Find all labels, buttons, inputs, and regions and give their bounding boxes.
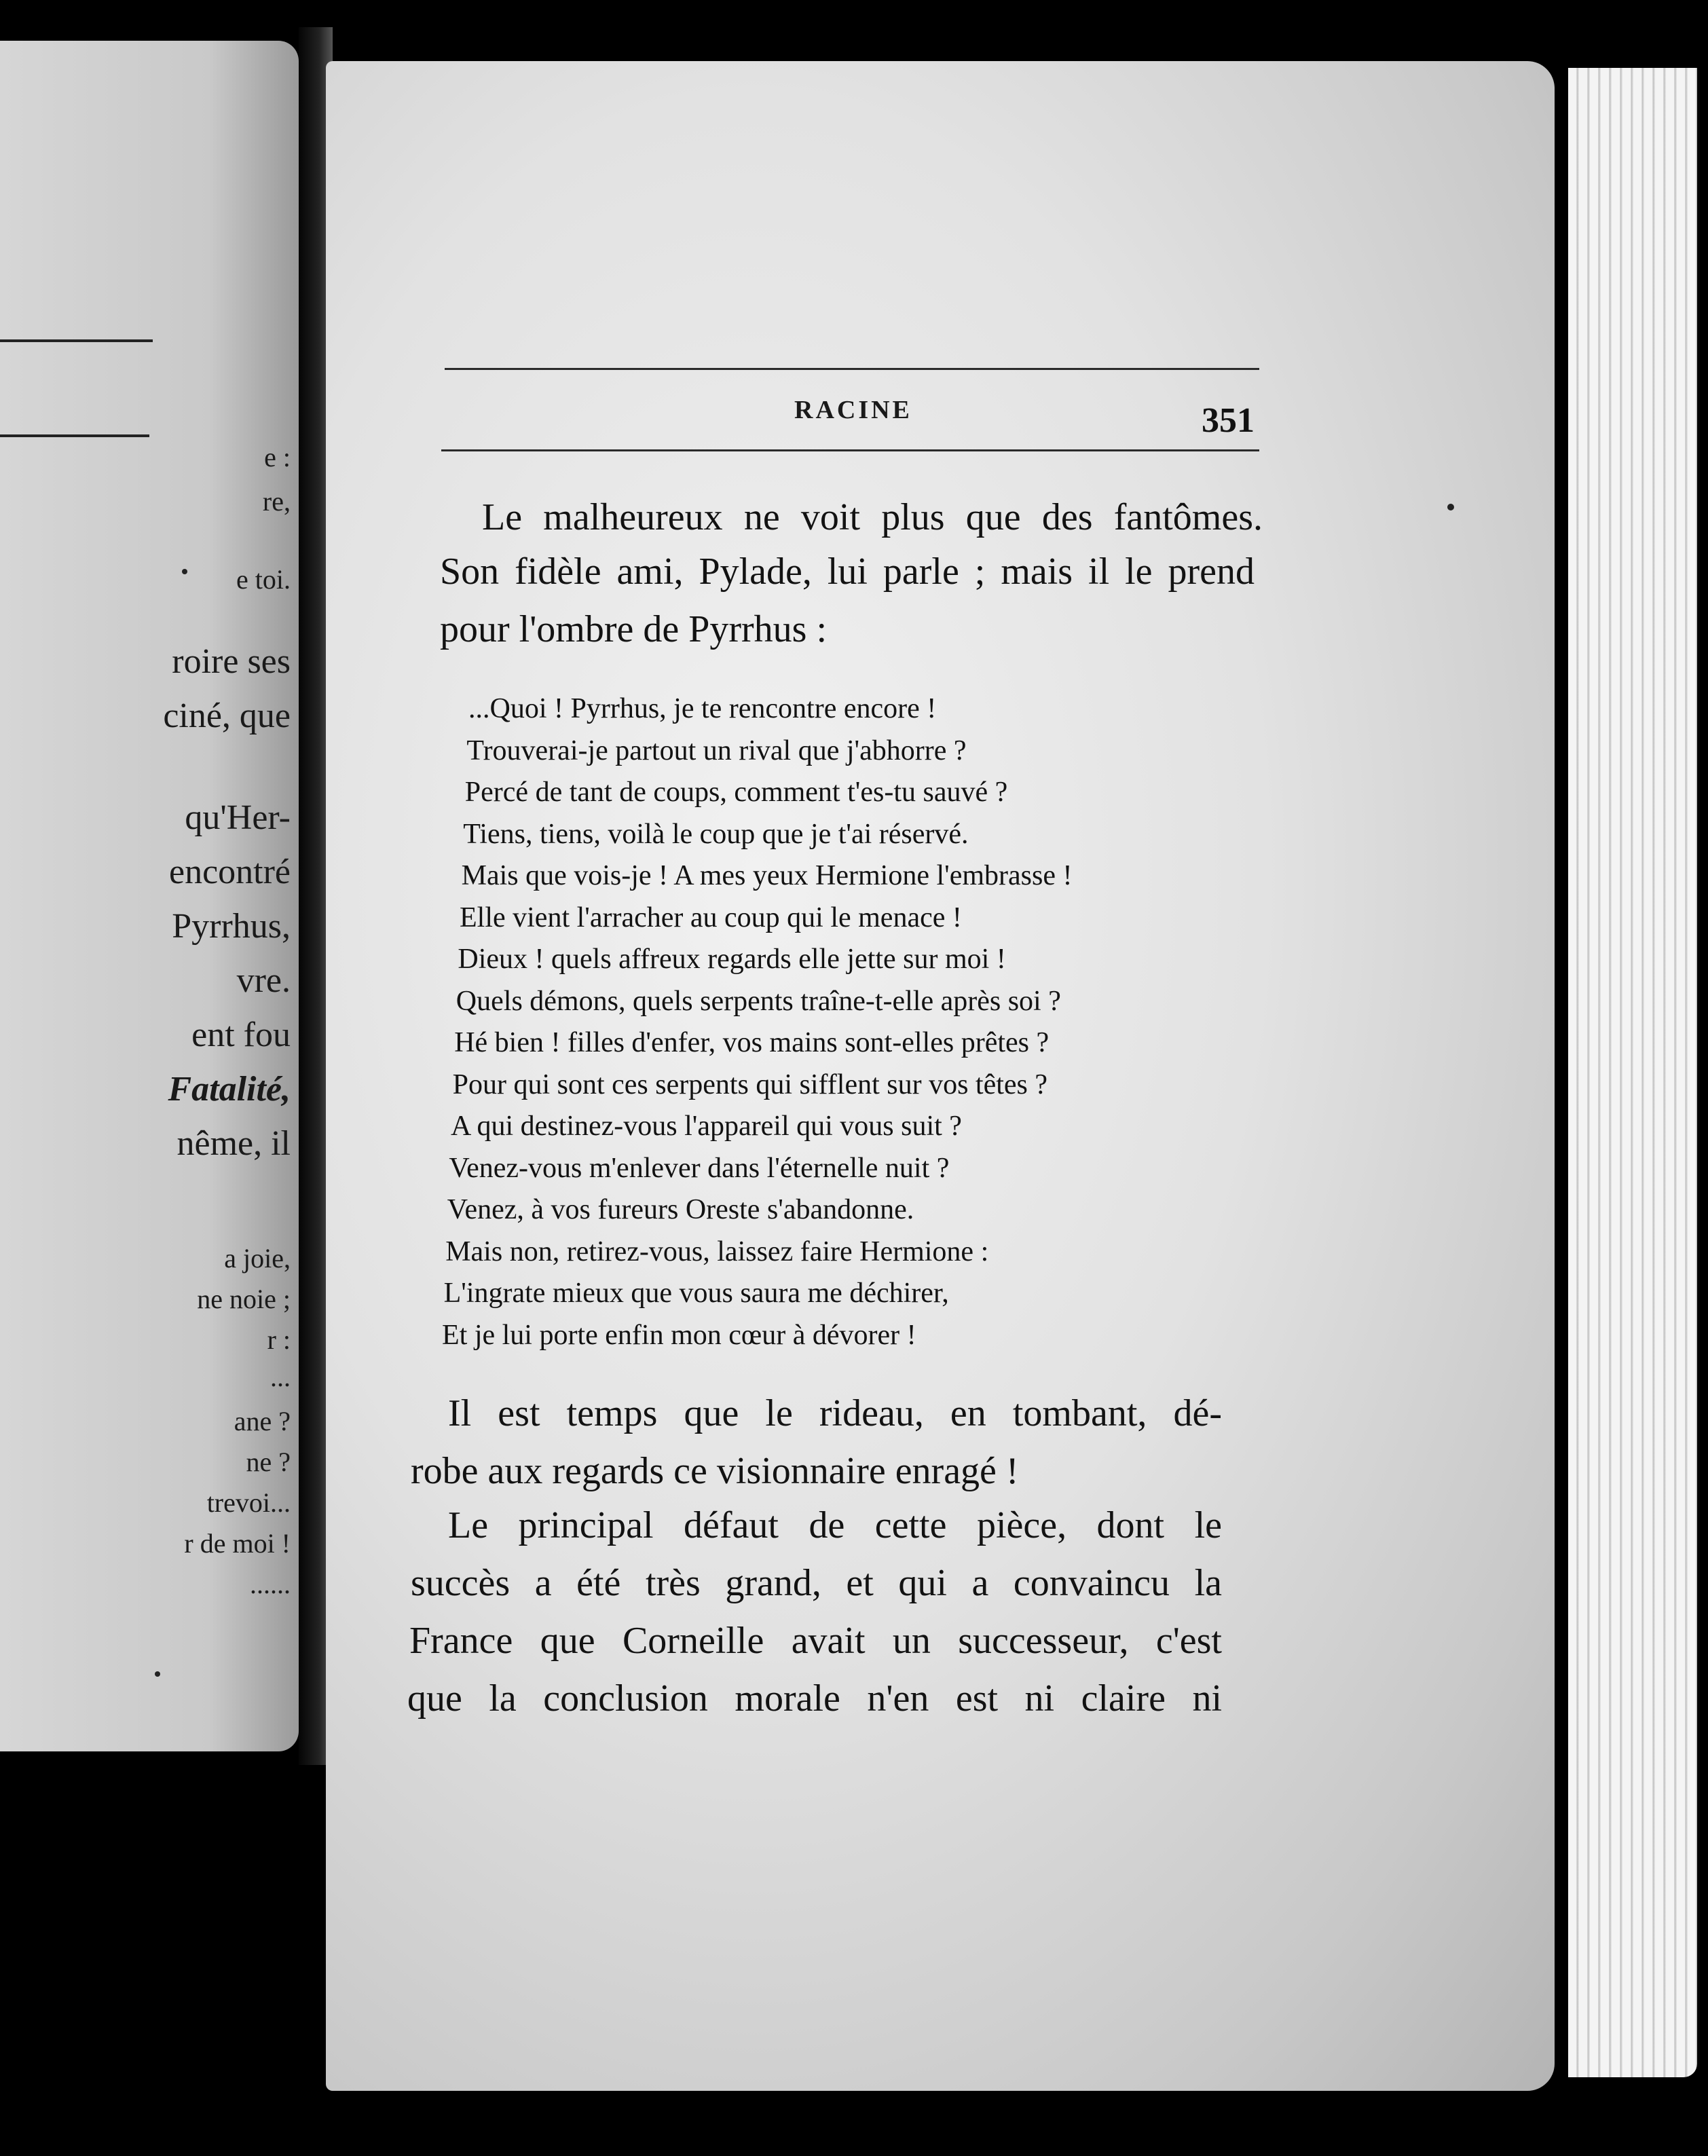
left-page-line: qu'Her- (185, 798, 291, 837)
left-page-line: ...... (250, 1569, 291, 1599)
left-page-line: ne ? (246, 1447, 291, 1477)
left-page-line: roire ses (172, 642, 291, 681)
previous-page (0, 41, 299, 1751)
left-page-line: ne noie ; (197, 1284, 291, 1314)
paragraph-1-line: Le malheureux ne voit plus que des fantômes. (482, 496, 1263, 538)
left-page-rule-top (0, 339, 153, 342)
left-page-line: r de moi ! (184, 1528, 291, 1559)
left-page-line: nême, il (177, 1124, 291, 1163)
verse-line: A qui destinez-vous l'appareil qui vous suit ? (451, 1111, 962, 1142)
paragraph-2-line: robe aux regards ce visionnaire enragé ! (411, 1450, 1019, 1492)
header-rule-bottom (441, 449, 1259, 451)
left-page-rule-bottom (0, 434, 149, 437)
left-page-line: Fatalité, (168, 1070, 291, 1109)
left-page-line: ane ? (234, 1406, 291, 1436)
left-page-line: Pyrrhus, (172, 907, 291, 946)
verse-line: L'ingrate mieux que vous saura me déchirer, (443, 1278, 949, 1309)
paragraph-3-line: succès a été très grand, et qui a convaincu la (411, 1562, 1222, 1604)
paragraph-3-line: France que Corneille avait un successeur, c'est (409, 1620, 1222, 1662)
verse-line: Pour qui sont ces serpents qui sifflent sur vos têtes ? (452, 1068, 1048, 1100)
header-rule-top (445, 368, 1259, 370)
ink-speck (182, 569, 187, 574)
verse-line: Tiens, tiens, voilà le coup que je t'ai réservé. (463, 818, 969, 850)
left-page-line: a joie, (224, 1243, 291, 1274)
verse-line: Elle vient l'arracher au coup qui le menace ! (460, 902, 962, 933)
left-page-line: ciné, que (163, 696, 291, 735)
verse-line: Hé bien ! filles d'enfer, vos mains sont-elles prêtes ? (454, 1027, 1050, 1058)
ink-speck (155, 1671, 160, 1677)
left-page-line: re, (262, 486, 291, 517)
running-head: RACINE (794, 396, 912, 424)
verse-line: Venez-vous m'enlever dans l'éternelle nuit ? (449, 1152, 950, 1184)
left-page-line: ent fou (191, 1016, 291, 1054)
page-number: 351 (1202, 401, 1255, 440)
left-page-line: e : (264, 442, 291, 472)
verse-line: Mais non, retirez-vous, laissez faire Hermione : (445, 1235, 989, 1267)
verse-line: Venez, à vos fureurs Oreste s'abandonne. (447, 1194, 914, 1225)
paragraph-3-line: que la conclusion morale n'en est ni claire ni (407, 1677, 1222, 1720)
left-page-line: r : (267, 1324, 291, 1355)
left-page-line: encontré (168, 853, 291, 891)
verse-line: Trouverai-je partout un rival que j'abhorre ? (466, 735, 967, 766)
verse-line: Et je lui porte enfin mon cœur à dévorer ! (442, 1319, 916, 1351)
left-page-line: e toi. (236, 564, 291, 595)
paragraph-2-line: Il est temps que le rideau, en tombant, dé- (448, 1392, 1222, 1434)
verse-line: Dieux ! quels affreux regards elle jette sur moi ! (458, 944, 1006, 975)
verse-line: ...Quoi ! Pyrrhus, je te rencontre encore ! (468, 693, 937, 724)
paragraph-1-line: pour l'ombre de Pyrrhus : (440, 608, 828, 650)
verse-line: Mais que vois-je ! A mes yeux Hermione l'embrasse ! (461, 860, 1073, 891)
page-edges (1568, 68, 1697, 2077)
verse-line: Quels démons, quels serpents traîne-t-elle après soi ? (456, 985, 1061, 1017)
left-page-line: vre. (236, 961, 291, 1000)
ink-speck (1447, 504, 1454, 510)
left-page-line: trevoi... (206, 1487, 291, 1518)
verse-line: Percé de tant de coups, comment t'es-tu sauvé ? (464, 777, 1008, 808)
paragraph-1-line: Son fidèle ami, Pylade, lui parle ; mais il le prend (440, 551, 1255, 593)
paragraph-3-line: Le principal défaut de cette pièce, dont le (448, 1504, 1222, 1546)
page-351 (326, 61, 1555, 2091)
left-page-line: ... (270, 1362, 291, 1392)
